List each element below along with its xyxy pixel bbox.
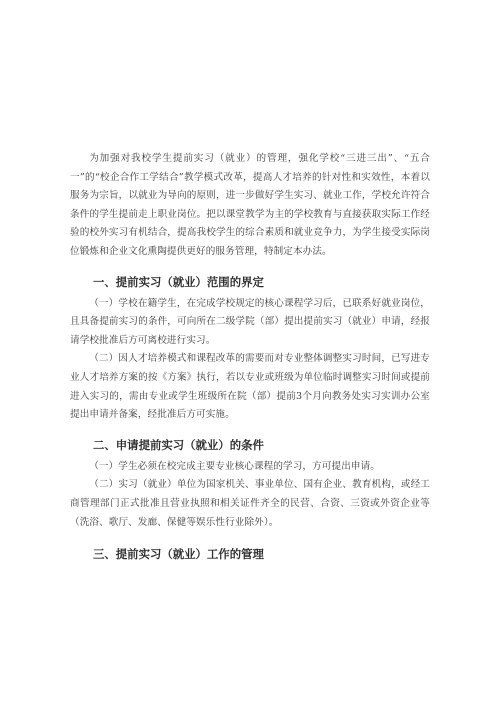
- section-1-heading: 一、提前实习（就业）范围的界定: [93, 274, 264, 289]
- section-1-paragraph-1: （一）学校在籍学生，在完成学校规定的核心课程学习后，已联系好就业岗位，且具备提前实习的条件，可向所在二级学院（部）提出提前实习（就业）申请，经报请学校批准后方可离校进行实习。: [70, 297, 430, 346]
- section-3-heading: 三、提前实习（就业）工作的管理: [93, 547, 264, 562]
- intro-paragraph: 为加强对我校学生提前实习（就业）的管理，强化学校“三进三出”、“五合一”的“校企合作工学结合”教学模式改革，提高人才培养的针对性和实效性，本着以服务为宗旨，以就业为导向的原则，进一步做好学生实习、就业工作，学校允许符合条件的学生提前走上职业岗位。把以课堂教学为主的学校教育与直接获取实际工作经验的校外实习有机结合，提高我校学生的综合素质和就业竞争力，为学生接受实际岗位锻炼和企业文化熏陶提供更好的服务管理，特制定本办法。: [70, 153, 430, 257]
- section-2-paragraph-2: （二）实习（就业）单位为国家机关、事业单位、国有企业、教育机构，或经工商管理部门正式批准且营业执照和相关证件齐全的民营、合资、三资或外资企业等（洗浴、歌厅、发廊、保健等娱乐性行业除外）。: [70, 479, 430, 528]
- section-2-paragraph-1: （一）学生必须在校完成主要专业核心课程的学习，方可提出申请。: [89, 460, 380, 472]
- section-1-paragraph-2: （二）因人才培养模式和课程改革的需要而对专业整体调整实习时间，已写进专业人才培养方案的按《方案》执行，若以专业或班级为单位临时调整实习时间或提前进入实习的，需由专业或学生班级所在院（部）提前3个月向教务处实习实训办公室提出申请并备案，经批准后方可实施。: [70, 353, 430, 421]
- document-body: [70, 150, 430, 564]
- section-2-heading: 二、申请提前实习（就业）的条件: [93, 437, 264, 452]
